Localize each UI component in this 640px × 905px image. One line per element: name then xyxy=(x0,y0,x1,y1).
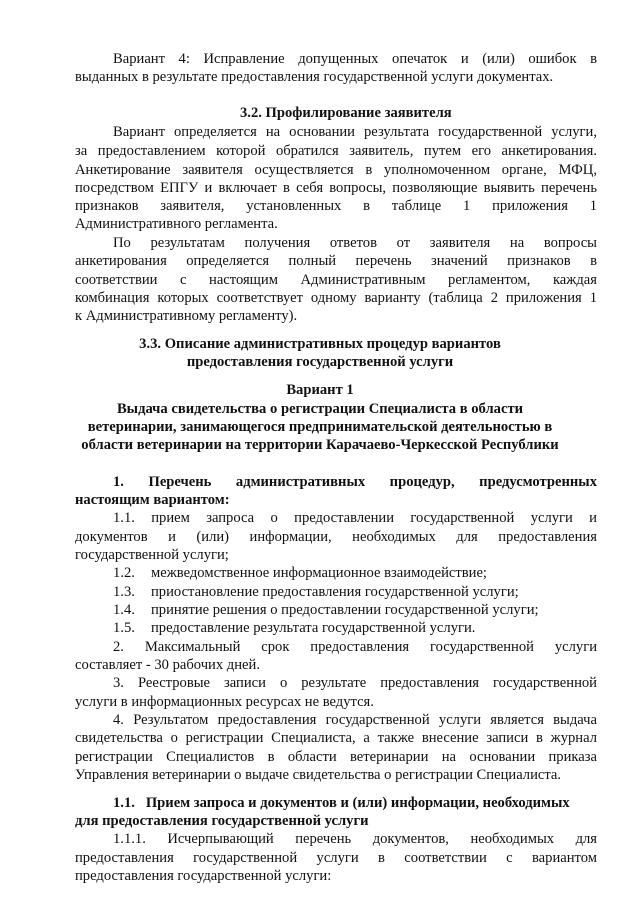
section-3-3-heading: 3.3. Описание административных процедур вариантов xyxy=(139,336,501,352)
section-3-2-heading: 3.2. Профилирование заявителя xyxy=(240,105,452,121)
para-3: услуги в информационных ресурсах не ведутся. xyxy=(75,694,374,710)
section-3-2-para1-line: Административного регламента. xyxy=(75,216,278,232)
section-3-3-heading: предоставления государственной услуги xyxy=(186,354,454,370)
list-item-number: 1.2. xyxy=(113,565,135,581)
intro-line-2: выданных в результате предоставления государственной услуги документах. xyxy=(75,69,554,85)
section-3-2-para2-line: соответствии с настоящим Административным регламентом, каждая xyxy=(75,272,597,288)
para-3: 3. Реестровые записи о результате предоставления государственной xyxy=(113,675,597,691)
section-3-2-para2-line: комбинация которых соответствует одному варианту (таблица 2 приложения 1 xyxy=(75,290,597,306)
section-3-2-para2-line: анкетирования определяется полный перечень значений признаков в xyxy=(75,253,597,269)
list-item-1-3: приостановление предоставления государственной услуги; xyxy=(151,584,519,600)
intro-line-1: Вариант 4: Исправление допущенных опечаток и (или) ошибок в xyxy=(113,51,597,67)
subsection-1-1-heading: 1.1. Прием запроса и документов и (или) информации, необходимых xyxy=(113,795,570,811)
para-2: 2. Максимальный срок предоставления государственной услуги xyxy=(113,639,597,655)
list-item-1-4: принятие решения о предоставлении государственной услуги; xyxy=(151,602,539,618)
list-item-1-1: государственной услуги; xyxy=(75,547,229,563)
para-4: регистрации Специалистов в области ветеринарии на основании приказа xyxy=(75,749,597,765)
variant-1-title: Вариант 1 xyxy=(286,382,354,398)
subsection-1-1-para: предоставления государственной услуги в соответствии с вариантом xyxy=(75,850,597,866)
para-4: 4. Результатом предоставления государственной услуги является выдача xyxy=(113,712,597,728)
section-3-2-para1-line: посредством ЕПГУ и включает в себя вопросы, позволяющие выявить перечень xyxy=(75,180,597,196)
list-item-number: 1.3. xyxy=(113,584,135,600)
para-2: составляет - 30 рабочих дней. xyxy=(75,657,260,673)
section-3-2-para2-line: к Административному регламенту). xyxy=(75,308,298,324)
list-item-1-2: межведомственное информационное взаимодействие; xyxy=(151,565,487,581)
para-4: Управления ветеринарии о выдаче свидетельства о регистрации Специалиста. xyxy=(75,767,562,783)
section-3-2-para1-line: Вариант определяется на основании результата государственной услуги, xyxy=(113,124,597,140)
section-3-2-para2-line: По результатам получения ответов от заявителя на вопросы xyxy=(113,235,597,251)
list-heading: настоящим вариантом: xyxy=(75,492,230,508)
list-item-1-5: предоставление результата государственной услуги. xyxy=(151,620,476,636)
para-4: свидетельства о регистрации Специалиста, а также внесение записи в журнал xyxy=(75,730,597,746)
list-item-number: 1.5. xyxy=(113,620,135,636)
list-item-number: 1.4. xyxy=(113,602,135,618)
section-3-2-para1-line: Анкетирование заявителя осуществляется в уполномоченном органе, МФЦ, xyxy=(75,162,597,178)
variant-1-subtitle: области ветеринарии на территории Карачаево-Черкесской Республики xyxy=(81,437,559,453)
section-3-2-para1-line: признаков заявителя, установленных в таблице 1 приложения 1 xyxy=(75,198,597,214)
section-3-2-para1-line: за предоставлением которой обратился заявитель, путем его анкетирования. xyxy=(75,143,597,159)
subsection-1-1-para: предоставления государственной услуги: xyxy=(75,868,332,884)
variant-1-subtitle: ветеринарии, занимающегося предпринимательской деятельностью в xyxy=(87,419,553,435)
list-heading: 1. Перечень административных процедур, предусмотренных xyxy=(113,474,597,490)
subsection-1-1-heading: для предоставления государственной услуги xyxy=(75,813,369,829)
list-item-1-1: 1.1. прием запроса о предоставлении государственной услуги и xyxy=(113,510,597,526)
list-item-1-1: документов и (или) информации, необходимых для предоставления xyxy=(75,529,597,545)
subsection-1-1-para: 1.1.1. Исчерпывающий перечень документов, необходимых для xyxy=(113,831,597,847)
variant-1-subtitle: Выдача свидетельства о регистрации Специалиста в области xyxy=(116,401,524,417)
